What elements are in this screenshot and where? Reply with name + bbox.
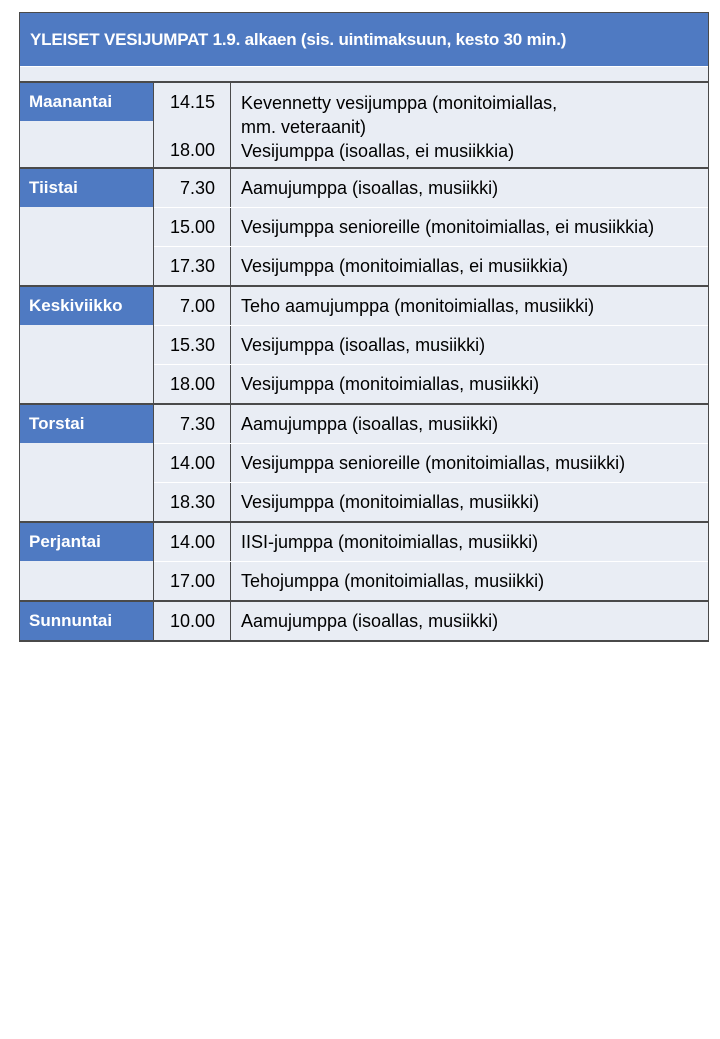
table-row bbox=[154, 287, 708, 325]
table-row bbox=[154, 561, 708, 600]
activity-cell: Tehojumppa (monitoimiallas, musiikki) bbox=[241, 571, 545, 591]
day-cell bbox=[20, 287, 154, 403]
table-row bbox=[154, 169, 708, 207]
table-title: YLEISET VESIJUMPAT 1.9. alkaen (sis. uintimaksuun, kesto 30 min.) bbox=[20, 13, 708, 67]
table-row bbox=[154, 325, 708, 364]
time-cell: 17.30 bbox=[154, 247, 231, 285]
day-group-wednesday bbox=[20, 287, 708, 405]
activity-cell: Aamujumppa (isoallas, musiikki) bbox=[241, 178, 499, 198]
day-label: Torstai bbox=[20, 405, 153, 443]
table-row bbox=[154, 443, 708, 482]
day-group-sunday bbox=[20, 602, 708, 640]
activity-text: Vesijumppa (isoallas, ei musiikkia) bbox=[241, 141, 515, 161]
table-row bbox=[154, 83, 708, 167]
spacer-row bbox=[20, 67, 708, 83]
day-fill bbox=[20, 443, 153, 521]
session-rows bbox=[154, 169, 708, 285]
activity-cell: Vesijumppa senioreille (monitoimiallas, ei musiikkia) bbox=[241, 217, 655, 237]
day-cell bbox=[20, 523, 154, 600]
day-fill bbox=[20, 207, 153, 285]
day-group-thursday bbox=[20, 405, 708, 523]
time-cell: 7.00 bbox=[154, 287, 231, 325]
day-label: Keskiviikko bbox=[20, 287, 153, 325]
session-rows bbox=[154, 287, 708, 403]
day-cell bbox=[20, 83, 154, 167]
day-label: Sunnuntai bbox=[20, 602, 153, 640]
day-fill bbox=[20, 561, 153, 600]
activity-cell: Vesijumppa (monitoimiallas, ei musiikkia) bbox=[241, 256, 569, 276]
time-cell: 10.00 bbox=[154, 602, 231, 640]
time-cell: 7.30 bbox=[154, 405, 231, 443]
session-rows bbox=[154, 405, 708, 521]
day-fill bbox=[20, 121, 153, 167]
time-cell: 7.30 bbox=[154, 169, 231, 207]
activity-cell: Vesijumppa (monitoimiallas, musiikki) bbox=[241, 374, 540, 394]
table-row bbox=[154, 405, 708, 443]
activity-cell: Aamujumppa (isoallas, musiikki) bbox=[241, 611, 499, 631]
activity-cell: Teho aamujumppa (monitoimiallas, musiikki) bbox=[241, 296, 595, 316]
day-fill bbox=[20, 325, 153, 403]
table-row bbox=[154, 207, 708, 246]
day-label: Perjantai bbox=[20, 523, 153, 561]
time-cell: 14.00 bbox=[154, 523, 231, 561]
time-cell: 18.30 bbox=[154, 483, 231, 521]
activity-cell: Vesijumppa (monitoimiallas, musiikki) bbox=[241, 492, 540, 512]
time-cell: 17.00 bbox=[154, 562, 231, 600]
session-rows bbox=[154, 83, 708, 167]
day-label: Maanantai bbox=[20, 83, 153, 121]
table-row bbox=[154, 364, 708, 403]
table-row bbox=[154, 523, 708, 561]
time-cell: 15.00 bbox=[154, 208, 231, 246]
time-cell: 14.00 bbox=[154, 444, 231, 482]
day-cell bbox=[20, 602, 154, 640]
activity-cell bbox=[231, 83, 708, 167]
activity-cell: Vesijumppa senioreille (monitoimiallas, musiikki) bbox=[241, 453, 626, 473]
activity-text: Kevennetty vesijumppa (monitoimiallas, bbox=[241, 93, 558, 113]
day-label: Tiistai bbox=[20, 169, 153, 207]
time-cell bbox=[154, 83, 231, 167]
table-row bbox=[154, 246, 708, 285]
time-value: 14.15 bbox=[169, 92, 215, 112]
day-group-friday bbox=[20, 523, 708, 602]
day-cell bbox=[20, 405, 154, 521]
table-row bbox=[154, 602, 708, 640]
day-group-monday bbox=[20, 83, 708, 169]
activity-cell: Aamujumppa (isoallas, musiikki) bbox=[241, 414, 499, 434]
time-value: 18.00 bbox=[169, 140, 215, 160]
activity-text: mm. veteraanit) bbox=[241, 117, 367, 137]
day-group-tuesday bbox=[20, 169, 708, 287]
activity-cell: IISI-jumppa (monitoimiallas, musiikki) bbox=[241, 532, 539, 552]
activity-cell: Vesijumppa (isoallas, musiikki) bbox=[241, 335, 486, 355]
time-cell: 15.30 bbox=[154, 326, 231, 364]
schedule-table bbox=[19, 12, 709, 642]
day-cell bbox=[20, 169, 154, 285]
session-rows bbox=[154, 602, 708, 640]
time-cell: 18.00 bbox=[154, 365, 231, 403]
table-row bbox=[154, 482, 708, 521]
session-rows bbox=[154, 523, 708, 600]
